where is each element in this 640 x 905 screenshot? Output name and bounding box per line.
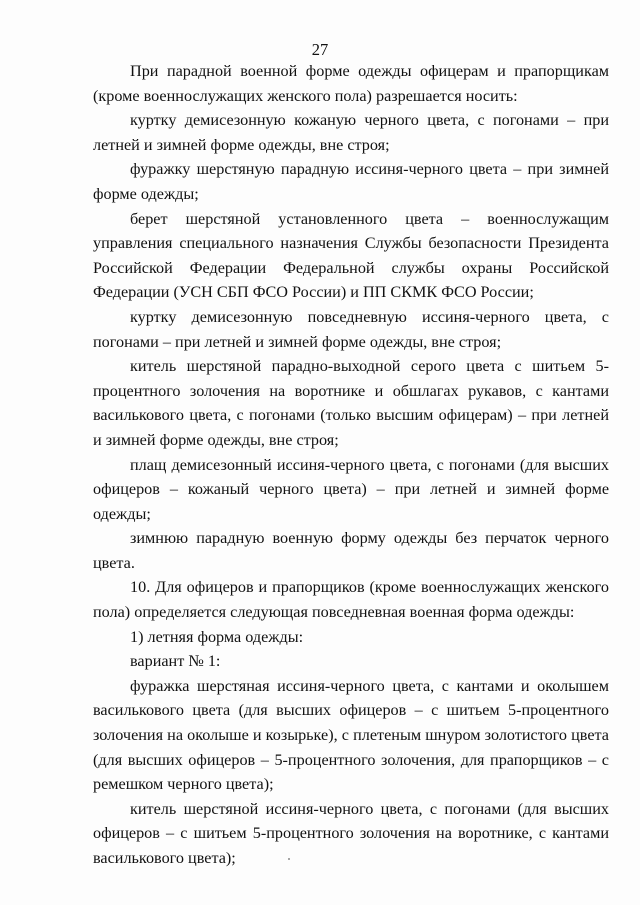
paragraph-everyday-jacket: куртку демисезонную повседневную иссиня-черного цвета, с погонами – при летней и зимней форме одежды, вне строя; xyxy=(93,307,609,351)
paragraph-leather-jacket: куртку демисезонную кожаную черного цвета, с погонами – при летней и зимней форме одежды, вне строя; xyxy=(93,111,609,154)
paragraph-variant-1: вариант № 1: xyxy=(130,652,221,671)
paragraph-cap: фуражку шерстяную парадную иссиня-черного цвета – при зимней форме одежды; xyxy=(93,160,609,203)
paragraph-intro: При парадной военной форме одежды офицерам и прапорщикам (кроме военнослужащих женского пола) разрешается носить: xyxy=(93,62,609,105)
paragraph-summer-form: 1) летняя форма одежды: xyxy=(130,627,304,646)
document-body xyxy=(93,59,609,871)
paragraph-tunic-grey: китель шерстяной парадно-выходной серого цвета с шитьем 5-процентного золочения на воротнике и обшлагах рукавов, с кантами василькового цвета, с погонами (только высшим офицерам) – при летней и зимней форме одежды, вне строя; xyxy=(93,357,609,449)
paragraph-section-10: 10. Для офицеров и прапорщиков (кроме военнослужащих женского пола) определяется следующая повседневная военная форма одежды: xyxy=(93,578,609,622)
page-number: 27 xyxy=(311,40,329,59)
paragraph-tunic-black: китель шерстяной иссиня-черного цвета, с погонами (для высших офицеров – с шитьем 5-процентного золочения на воротнике, с кантами василькового цвета); xyxy=(93,799,609,867)
scan-speck xyxy=(288,858,290,860)
paragraph-peaked-cap: фуражка шерстяная иссиня-черного цвета, с кантами и околышем василькового цвета (для высших офицеров – с шитьем 5-процентного золочения на околыше и козырьке), с плетеным шнуром золотистого цвета (для высших офицеров – 5-процентного золочения, для прапорщиков – с ремешком черного цвета); xyxy=(93,676,609,794)
paragraph-raincoat: плащ демисезонный иссиня-черного цвета, с погонами (для высших офицеров – кожаный черного цвета) – при летней и зимней форме одежды; xyxy=(93,455,609,523)
paragraph-winter-uniform: зимнюю парадную военную форму одежды без перчаток черного цвета. xyxy=(93,529,609,572)
paragraph-beret: берет шерстяной установленного цвета – военнослужащим управления специального назначения Службы безопасности Президента Российской Федерации Федеральной службы охраны Российской Федерации (УСН СБП ФСО России) и ПП СКМК ФСО России; xyxy=(93,209,609,302)
